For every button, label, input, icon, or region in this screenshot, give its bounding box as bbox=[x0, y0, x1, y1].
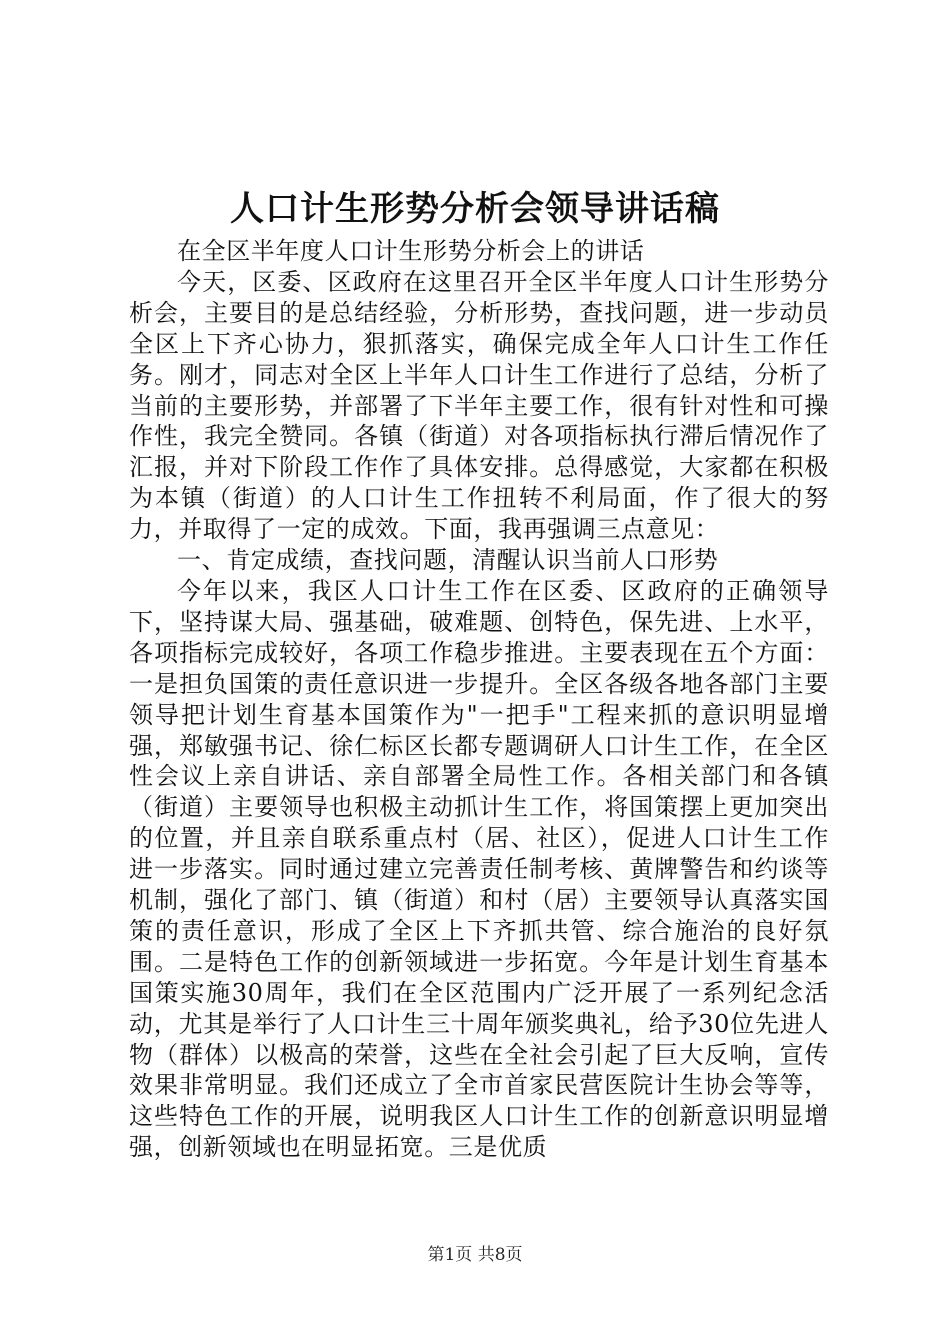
speech-heading: 在全区半年度人口计生形势分析会上的讲话 bbox=[177, 237, 645, 265]
achievements-paragraph: 今年以来，我区人口计生工作在区委、区政府的正确领导下，坚持谋大局、强基础，破难题、创特色，保先进、上水平，各项指标完成较好，各项工作稳步推进。主要表现在五个方面：一是担负国策的责任意识进一步提升。全区各级各地各部门主要领导把计划生育基本国策作为"一把手"工程来抓的意识明显增强，郑敏强书记、徐仁标区长都专题调研人口计生工作，在全区性会议上亲自讲话、亲自部署全局性工作。各相关部门和各镇（街道）主要领导也积极主动抓计生工作，将国策摆上更加突出的位置，并且亲自联系重点村（居、社区），促进人口计生工作进一步落实。同时通过建立完善责任制考核、黄牌警告和约谈等机制，强化了部门、镇（街道）和村（居）主要领导认真落实国策的责任意识，形成了全区上下齐抓共管、综合施治的良好氛围。二是特色工作的创新领域进一步拓宽。今年是计划生育基本国策实施30周年，我们在全区范围内广泛开展了一系列纪念活动，尤其是举行了人口计生三十周年颁奖典礼，给予30位先进人物（群体）以极高的荣誉，这些在全社会引起了巨大反响，宣传效果非常明显。我们还成立了全市首家民营医院计生协会等等，这些特色工作的开展，说明我区人口计生工作的创新意识明显增强，创新领域也在明显拓宽。三是优质 bbox=[129, 576, 829, 1162]
page-number-footer: 第1页 共8页 bbox=[427, 1245, 523, 1265]
document-body bbox=[129, 236, 829, 1163]
document-title: 人口计生形势分析会领导讲话稿 bbox=[230, 189, 720, 229]
section-heading: 一、肯定成绩，查找问题，清醒认识当前人口形势 bbox=[177, 546, 719, 575]
opening-paragraph: 今天，区委、区政府在这里召开全区半年度人口计生形势分析会，主要目的是总结经验，分析形势，查找问题，进一步动员全区上下齐心协力，狠抓落实，确保完成全年人口计生工作任务。刚才，同志对全区上半年人口计生工作进行了总结，分析了当前的主要形势，并部署了下半年主要工作，很有针对性和可操作性，我完全赞同。各镇（街道）对各项指标执行滞后情况作了汇报，并对下阶段工作作了具体安排。总得感觉，大家都在积极为本镇（街道）的人口计生工作扭转不利局面，作了很大的努力，并取得了一定的成效。下面，我再强调三点意见： bbox=[129, 267, 829, 544]
